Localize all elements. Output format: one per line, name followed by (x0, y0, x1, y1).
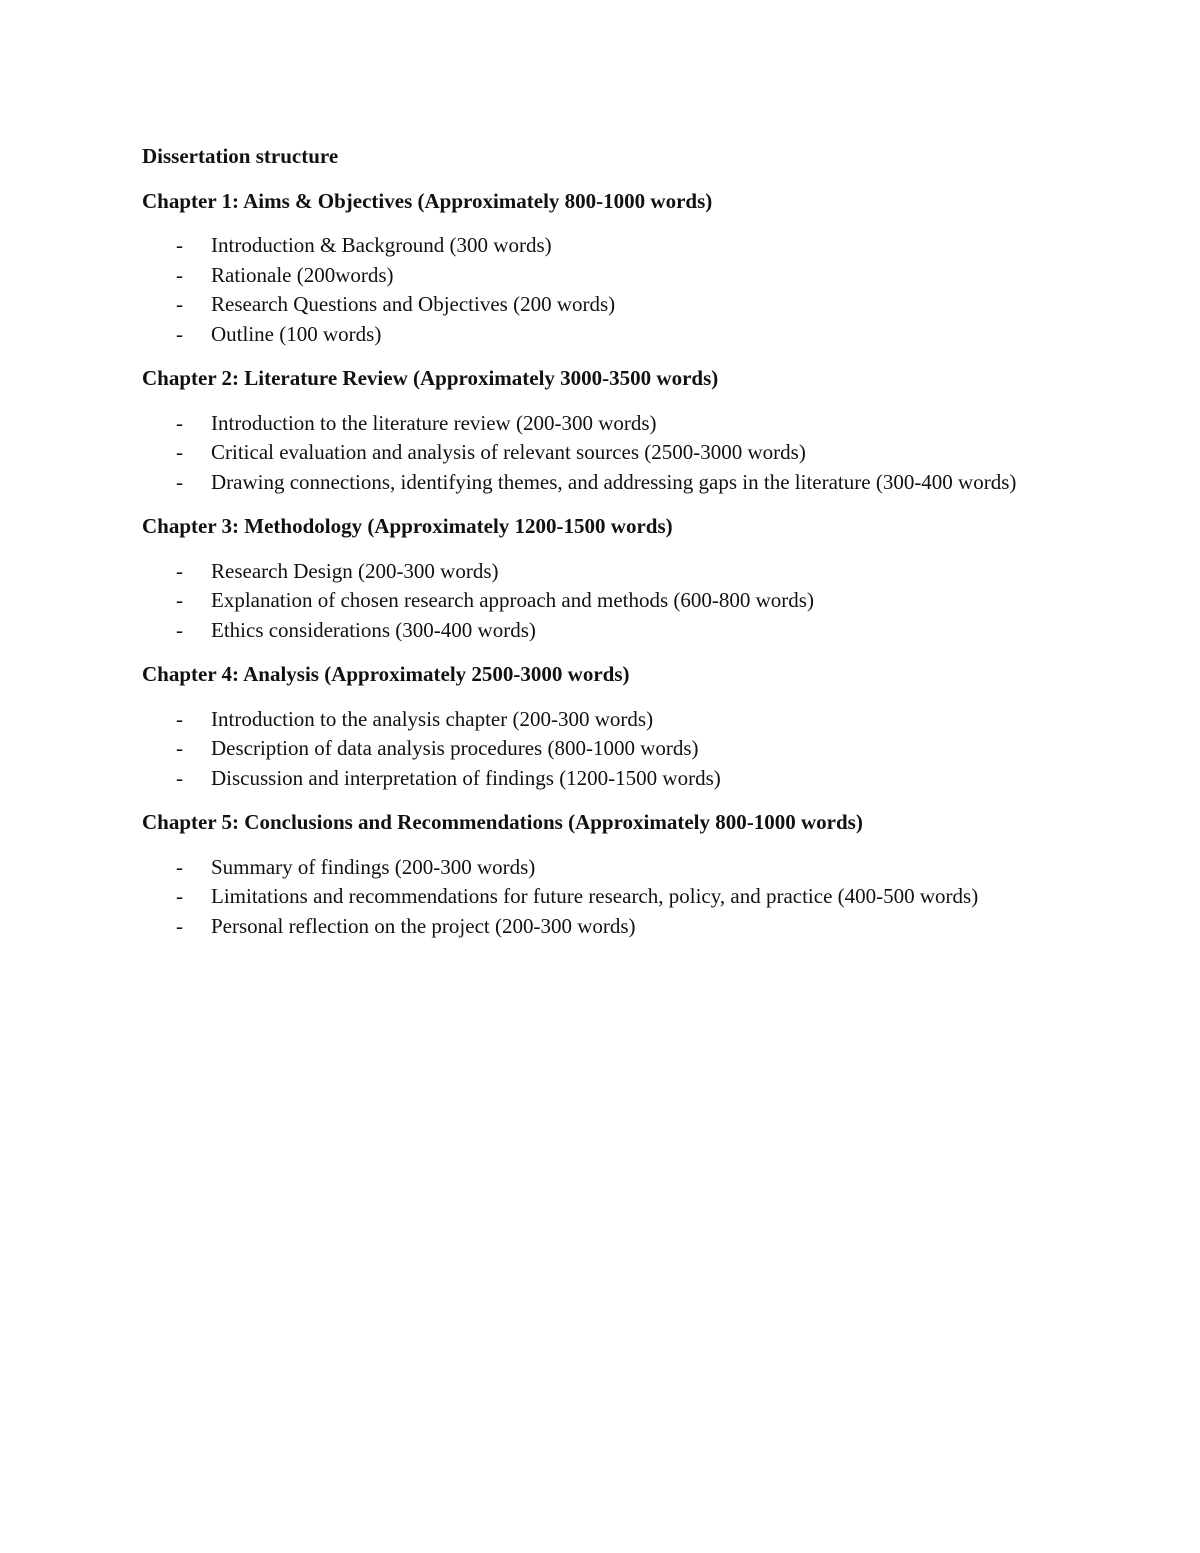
chapter-heading: Chapter 4: Analysis (Approximately 2500-3000 words) (142, 662, 630, 686)
list-item-text: Introduction to the analysis chapter (200-300 words) (211, 706, 654, 731)
chapter-heading: Chapter 1: Aims & Objectives (Approximately 800-1000 words) (142, 188, 713, 213)
bullet-dash: - (176, 617, 183, 642)
document-title: Dissertation structure (142, 144, 339, 168)
list-item (142, 764, 1062, 794)
list-item (142, 616, 1062, 646)
bullet-dash: - (176, 558, 183, 583)
list-item-text: Critical evaluation and analysis of relevant sources (2500-3000 words) (211, 440, 806, 464)
chapter-heading: Chapter 5: Conclusions and Recommendations (Approximately 800-1000 words) (142, 810, 863, 834)
chapter-item-list (142, 231, 1062, 349)
bullet-dash: - (176, 706, 183, 731)
bullet-dash: - (176, 410, 183, 435)
chapter-section (142, 187, 1062, 350)
list-item (142, 882, 1062, 912)
chapter-section (142, 364, 1062, 497)
list-item (142, 705, 1062, 735)
list-item-text: Rationale (200words) (211, 262, 394, 287)
chapter-item-list (142, 557, 1062, 646)
bullet-dash: - (176, 321, 183, 346)
list-item-text: Explanation of chosen research approach and methods (600-800 words) (211, 588, 814, 612)
bullet-dash: - (176, 233, 183, 257)
list-item (142, 912, 1062, 942)
list-item-text: Description of data analysis procedures (800-1000 words) (211, 736, 699, 760)
list-item-text: Discussion and interpretation of findings (1200-1500 words) (211, 765, 721, 790)
list-item (142, 320, 1062, 350)
list-item-text: Summary of findings (200-300 words) (211, 854, 536, 879)
bullet-dash: - (176, 736, 183, 760)
list-item (142, 853, 1062, 883)
list-item (142, 261, 1062, 291)
list-item-text: Research Questions and Objectives (200 words) (211, 292, 616, 316)
chapter-section (142, 808, 1062, 941)
bullet-dash: - (176, 884, 183, 908)
chapter-section (142, 512, 1062, 645)
list-item-text: Personal reflection on the project (200-300 words) (211, 913, 636, 938)
chapter-item-list (142, 853, 1062, 942)
bullet-dash: - (176, 854, 183, 879)
bullet-dash: - (176, 588, 183, 612)
bullet-dash: - (176, 765, 183, 790)
list-item-text: Introduction & Background (300 words) (211, 233, 552, 257)
bullet-dash: - (176, 262, 183, 287)
chapter-heading: Chapter 3: Methodology (Approximately 1200-1500 words) (142, 514, 673, 538)
list-item (142, 438, 1062, 468)
list-item (142, 586, 1062, 616)
chapter-item-list (142, 409, 1062, 498)
bullet-dash: - (176, 440, 183, 464)
bullet-dash: - (176, 292, 183, 316)
list-item-text: Introduction to the literature review (200-300 words) (211, 410, 657, 435)
bullet-dash: - (176, 469, 183, 494)
list-item-text: Drawing connections, identifying themes, and addressing gaps in the literature (300-400 words) (211, 469, 1017, 494)
document-body (142, 142, 1062, 956)
list-item (142, 557, 1062, 587)
chapter-heading: Chapter 2: Literature Review (Approximately 3000-3500 words) (142, 366, 719, 390)
list-item (142, 290, 1062, 320)
list-item-text: Ethics considerations (300-400 words) (211, 617, 536, 642)
list-item-text: Limitations and recommendations for future research, policy, and practice (400-500 words) (211, 884, 979, 908)
chapter-item-list (142, 705, 1062, 794)
list-item (142, 468, 1062, 498)
list-item (142, 734, 1062, 764)
list-item-text: Outline (100 words) (211, 321, 382, 346)
bullet-dash: - (176, 913, 183, 938)
chapter-section (142, 660, 1062, 793)
list-item (142, 409, 1062, 439)
list-item-text: Research Design (200-300 words) (211, 558, 499, 583)
list-item (142, 231, 1062, 261)
